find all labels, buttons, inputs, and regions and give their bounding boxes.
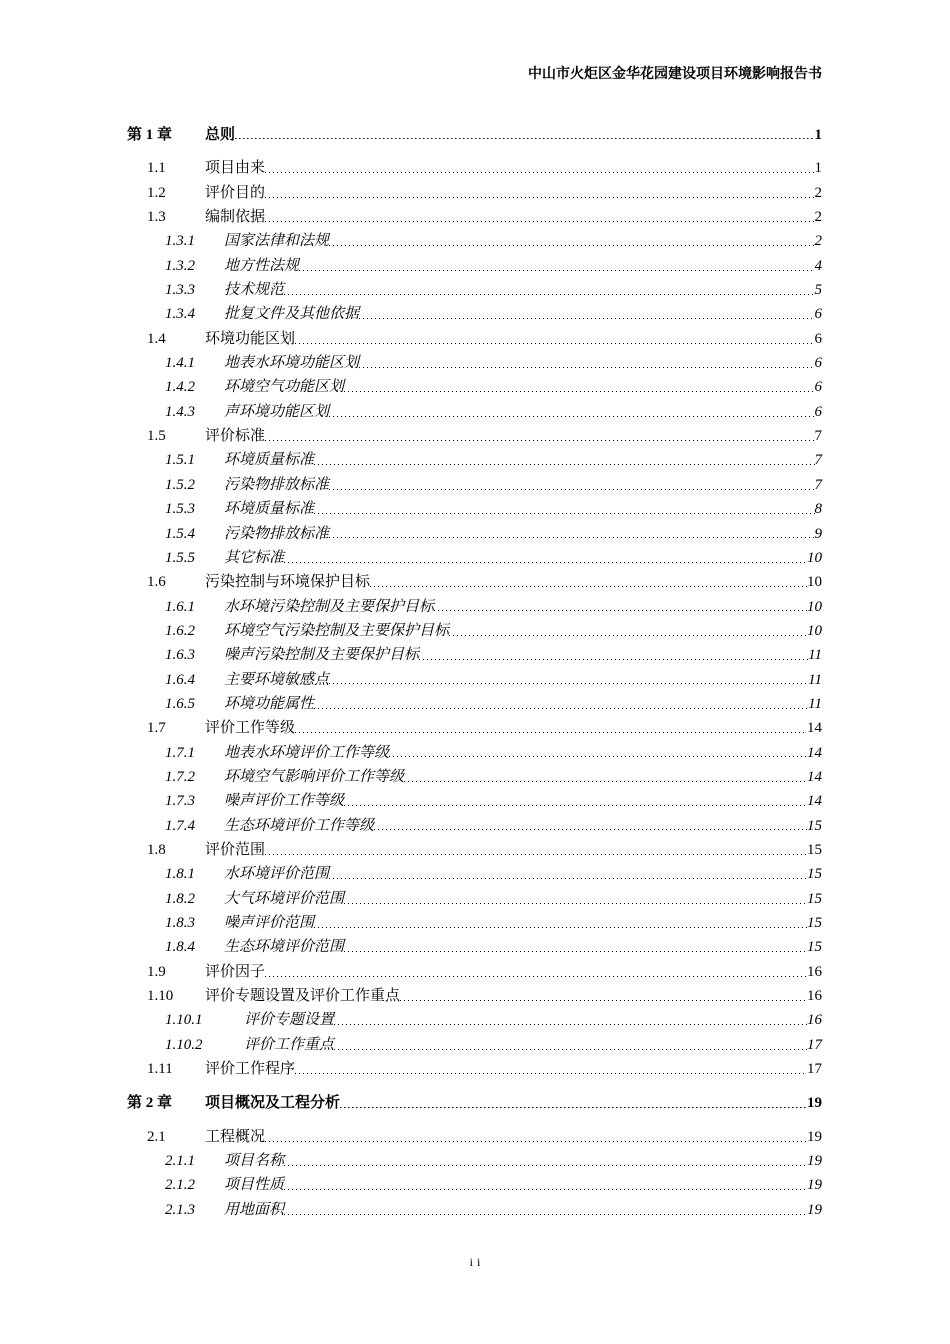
toc-entry-number: 1.5.4 — [165, 525, 195, 542]
toc-section-entry — [0, 424, 822, 448]
toc-entry-title: 噪声污染控制及主要保护目标 — [224, 647, 420, 664]
toc-entry-number: 1.2 — [147, 184, 166, 201]
toc-dot-leader — [284, 562, 807, 563]
toc-entry-page: 11 — [808, 647, 822, 664]
toc-entry-page: 2 — [814, 209, 822, 226]
toc-dot-leader — [314, 513, 814, 514]
toc-entry-title: 其它标准 — [224, 549, 285, 566]
toc-entry-page: 16 — [807, 1012, 822, 1029]
toc-entry-page: 17 — [807, 1061, 822, 1078]
toc-entry-page: 17 — [807, 1036, 822, 1053]
toc-dot-leader — [340, 1107, 807, 1109]
toc-entry-page: 10 — [807, 549, 822, 566]
toc-entry-title: 噪声评价范围 — [224, 915, 315, 931]
toc-subsection-entry — [0, 546, 822, 570]
toc-entry-number: 1.5 — [147, 428, 166, 445]
toc-dot-leader — [344, 805, 807, 806]
toc-subsection-entry — [0, 278, 822, 302]
toc-entry-number: 1.7.4 — [165, 817, 195, 834]
toc-subsection-entry — [0, 911, 822, 935]
toc-dot-leader — [265, 197, 814, 198]
toc-entry-title: 评价范围 — [205, 841, 266, 858]
toc-entry-number: 2.1.3 — [165, 1201, 195, 1218]
toc-section-entry — [0, 1057, 822, 1081]
toc-entry-number: 1.10.1 — [165, 1012, 203, 1029]
toc-dot-leader — [449, 635, 807, 636]
toc-entry-page: 19 — [807, 1095, 822, 1112]
toc-dot-leader — [374, 829, 807, 830]
toc-entry-page: 15 — [807, 890, 822, 907]
toc-dot-leader — [329, 489, 814, 490]
toc-subsection-entry — [0, 1173, 822, 1197]
toc-entry-page: 15 — [807, 939, 822, 956]
toc-entry-page: 6 — [814, 355, 822, 372]
toc-entry-page: 15 — [807, 915, 822, 931]
toc-entry-page: 5 — [814, 282, 822, 299]
toc-entry-number: 1.4.3 — [165, 403, 195, 420]
toc-subsection-entry — [0, 473, 822, 497]
toc-entry-number: 1.4.2 — [165, 379, 195, 396]
toc-entry-title: 污染物排放标准 — [224, 525, 330, 542]
toc-dot-leader — [295, 732, 807, 733]
toc-subsection-entry — [0, 668, 822, 692]
toc-entry-number: 第 1 章 — [127, 127, 173, 143]
toc-entry-number: 1.4 — [147, 330, 166, 347]
toc-entry-page: 1 — [814, 127, 822, 143]
toc-subsection-entry — [0, 935, 822, 959]
toc-entry-page: 4 — [814, 257, 822, 274]
toc-entry-title: 噪声评价工作等级 — [224, 793, 345, 810]
toc-entry-title: 评价目的 — [205, 184, 266, 201]
toc-entry-title: 评价工作程序 — [205, 1061, 296, 1078]
toc-entry-page: 8 — [814, 501, 822, 518]
toc-section-entry — [0, 838, 822, 862]
toc-entry-title: 主要环境敏感点 — [224, 671, 330, 688]
toc-dot-leader — [235, 138, 814, 140]
toc-entry-number: 1.6.1 — [165, 598, 195, 615]
toc-entry-title: 地表水环境功能区划 — [224, 355, 360, 372]
toc-entry-number: 1.8.2 — [165, 890, 195, 907]
toc-entry-page: 15 — [807, 817, 822, 834]
toc-entry-number: 1.5.5 — [165, 549, 195, 566]
toc-chapter-entry — [0, 123, 822, 147]
toc-section-entry — [0, 156, 822, 180]
toc-entry-page: 10 — [807, 574, 822, 591]
toc-section-entry — [0, 1125, 822, 1149]
toc-subsection-entry — [0, 375, 822, 399]
toc-subsection-entry — [0, 497, 822, 521]
toc-entry-page: 11 — [808, 695, 822, 712]
toc-entry-title: 总则 — [205, 127, 236, 143]
toc-section-entry — [0, 716, 822, 740]
toc-entry-number: 第 2 章 — [127, 1095, 173, 1112]
toc-entry-page: 19 — [807, 1201, 822, 1218]
toc-entry-title: 项目概况及工程分析 — [205, 1095, 341, 1112]
toc-section-entry — [0, 181, 822, 205]
toc-entry-number: 1.10 — [147, 988, 174, 1005]
toc-entry-title: 环境空气污染控制及主要保护目标 — [224, 622, 450, 639]
toc-entry-title: 项目性质 — [224, 1177, 285, 1194]
toc-entry-number: 1.8.3 — [165, 915, 195, 931]
toc-dot-leader — [295, 343, 814, 344]
toc-entry-title: 评价工作等级 — [205, 720, 296, 737]
toc-entry-title: 污染控制与环境保护目标 — [205, 574, 371, 591]
toc-entry-number: 1.6 — [147, 574, 166, 591]
toc-subsection-entry — [0, 1149, 822, 1173]
toc-dot-leader — [434, 610, 807, 611]
toc-subsection-entry — [0, 302, 822, 326]
toc-dot-leader — [265, 440, 814, 441]
toc-entry-page: 6 — [814, 379, 822, 396]
toc-entry-page: 10 — [807, 598, 822, 615]
toc-dot-leader — [344, 951, 807, 952]
toc-section-entry — [0, 327, 822, 351]
toc-entry-number: 1.7.2 — [165, 768, 195, 785]
toc-entry-number: 1.8.4 — [165, 939, 195, 956]
toc-entry-title: 批复文件及其他依据 — [224, 306, 360, 323]
toc-entry-title: 生态环境评价范围 — [224, 939, 345, 956]
toc-entry-page: 15 — [807, 841, 822, 858]
toc-entry-title: 环境空气功能区划 — [224, 379, 345, 396]
toc-subsection-entry — [0, 862, 822, 886]
toc-dot-leader — [370, 586, 807, 587]
toc-entry-number: 1.9 — [147, 963, 166, 980]
toc-entry-title: 评价因子 — [205, 963, 266, 980]
toc-entry-page: 14 — [807, 720, 822, 737]
toc-entry-number: 1.8.1 — [165, 866, 195, 883]
toc-dot-leader — [314, 927, 807, 928]
toc-entry-title: 大气环境评价范围 — [224, 890, 345, 907]
toc-entry-page: 6 — [814, 330, 822, 347]
toc-entry-title: 环境功能区划 — [205, 330, 296, 347]
toc-entry-number: 1.3.2 — [165, 257, 195, 274]
toc-entry-number: 2.1 — [147, 1128, 166, 1145]
toc-dot-leader — [329, 245, 814, 246]
toc-entry-page: 14 — [807, 768, 822, 785]
toc-entry-number: 1.6.5 — [165, 695, 195, 712]
toc-entry-number: 1.3.4 — [165, 306, 195, 323]
toc-subsection-entry — [0, 1033, 822, 1057]
toc-subsection-entry — [0, 595, 822, 619]
toc-subsection-entry — [0, 229, 822, 253]
toc-entry-number: 1.7 — [147, 720, 166, 737]
toc-dot-leader — [334, 1049, 807, 1050]
toc-section-entry — [0, 984, 822, 1008]
toc-entry-page: 7 — [814, 452, 822, 469]
toc-entry-page: 19 — [807, 1128, 822, 1145]
toc-dot-leader — [265, 221, 814, 222]
toc-entry-title: 水环境评价范围 — [224, 866, 330, 883]
toc-dot-leader — [314, 708, 808, 709]
toc-dot-leader — [329, 416, 814, 417]
toc-subsection-entry — [0, 400, 822, 424]
toc-entry-number: 1.3 — [147, 209, 166, 226]
toc-section-entry — [0, 570, 822, 594]
toc-subsection-entry — [0, 741, 822, 765]
toc-subsection-entry — [0, 887, 822, 911]
toc-entry-title: 环境质量标准 — [224, 501, 315, 518]
toc-entry-page: 15 — [807, 866, 822, 883]
toc-subsection-entry — [0, 1008, 822, 1032]
toc-entry-title: 项目由来 — [205, 160, 266, 177]
toc-entry-title: 评价专题设置 — [244, 1012, 335, 1029]
toc-entry-title: 评价标准 — [205, 428, 266, 445]
toc-subsection-entry — [0, 692, 822, 716]
toc-subsection-entry — [0, 254, 822, 278]
toc-entry-page: 9 — [814, 525, 822, 542]
toc-entry-page: 14 — [807, 744, 822, 761]
toc-entry-title: 环境空气影响评价工作等级 — [224, 768, 405, 785]
toc-entry-page: 16 — [807, 963, 822, 980]
toc-entry-page: 1 — [814, 160, 822, 177]
toc-entry-number: 1.4.1 — [165, 355, 195, 372]
toc-entry-page: 14 — [807, 793, 822, 810]
toc-dot-leader — [265, 1141, 807, 1142]
toc-dot-leader — [265, 172, 814, 173]
toc-entry-number: 1.3.1 — [165, 233, 195, 250]
toc-subsection-entry — [0, 522, 822, 546]
toc-entry-number: 1.7.3 — [165, 793, 195, 810]
toc-subsection-entry — [0, 814, 822, 838]
toc-dot-leader — [284, 1165, 807, 1166]
toc-section-entry — [0, 960, 822, 984]
toc-chapter-entry — [0, 1091, 822, 1115]
toc-dot-leader — [359, 318, 814, 319]
toc-entry-title: 污染物排放标准 — [224, 476, 330, 493]
running-header-title: 中山市火炬区金华花园建设项目环境影响报告书 — [528, 67, 822, 82]
toc-dot-leader — [265, 854, 807, 855]
toc-entry-number: 1.5.2 — [165, 476, 195, 493]
toc-entry-number: 1.8 — [147, 841, 166, 858]
toc-dot-leader — [329, 683, 808, 684]
toc-entry-title: 环境功能属性 — [224, 695, 315, 712]
toc-dot-leader — [299, 270, 814, 271]
toc-entry-title: 声环境功能区划 — [224, 403, 330, 420]
toc-entry-title: 工程概况 — [205, 1128, 266, 1145]
toc-entry-title: 地方性法规 — [224, 257, 300, 274]
toc-entry-number: 2.1.2 — [165, 1177, 195, 1194]
toc-dot-leader — [314, 464, 814, 465]
toc-entry-page: 19 — [807, 1177, 822, 1194]
toc-dot-leader — [284, 1189, 807, 1190]
toc-entry-number: 1.5.1 — [165, 452, 195, 469]
toc-entry-title: 评价专题设置及评价工作重点 — [205, 988, 401, 1005]
toc-entry-page: 2 — [814, 233, 822, 250]
page-number: ii — [469, 1255, 485, 1269]
toc-dot-leader — [344, 391, 814, 392]
toc-entry-page: 16 — [807, 988, 822, 1005]
toc-entry-title: 生态环境评价工作等级 — [224, 817, 375, 834]
toc-subsection-entry — [0, 643, 822, 667]
toc-dot-leader — [344, 903, 807, 904]
table-of-contents — [0, 113, 822, 1222]
toc-entry-number: 1.6.2 — [165, 622, 195, 639]
toc-dot-leader — [419, 659, 808, 660]
toc-entry-page: 10 — [807, 622, 822, 639]
toc-subsection-entry — [0, 351, 822, 375]
toc-dot-leader — [295, 1073, 807, 1074]
toc-subsection-entry — [0, 619, 822, 643]
toc-subsection-entry — [0, 789, 822, 813]
toc-entry-title: 地表水环境评价工作等级 — [224, 744, 390, 761]
toc-subsection-entry — [0, 765, 822, 789]
toc-entry-title: 评价工作重点 — [244, 1036, 335, 1053]
toc-entry-title: 国家法律和法规 — [224, 233, 330, 250]
toc-entry-page: 6 — [814, 403, 822, 420]
toc-dot-leader — [329, 878, 807, 879]
toc-entry-title: 技术规范 — [224, 282, 285, 299]
toc-dot-leader — [284, 294, 814, 295]
toc-entry-number: 1.7.1 — [165, 744, 195, 761]
toc-entry-number: 1.1 — [147, 160, 166, 177]
toc-entry-title: 项目名称 — [224, 1153, 285, 1170]
toc-entry-title: 编制依据 — [205, 209, 266, 226]
toc-entry-number: 1.3.3 — [165, 282, 195, 299]
toc-dot-leader — [265, 976, 807, 977]
toc-entry-title: 环境质量标准 — [224, 452, 315, 469]
toc-entry-page: 19 — [807, 1153, 822, 1170]
toc-entry-number: 1.10.2 — [165, 1036, 203, 1053]
toc-dot-leader — [334, 1024, 807, 1025]
toc-entry-page: 6 — [814, 306, 822, 323]
toc-entry-number: 1.5.3 — [165, 501, 195, 518]
toc-dot-leader — [284, 1214, 807, 1215]
toc-dot-leader — [400, 1000, 807, 1001]
toc-dot-leader — [329, 537, 814, 538]
toc-dot-leader — [359, 367, 814, 368]
toc-dot-leader — [404, 781, 807, 782]
toc-entry-page: 2 — [814, 184, 822, 201]
toc-subsection-entry — [0, 448, 822, 472]
toc-entry-number: 2.1.1 — [165, 1153, 195, 1170]
toc-entry-title: 水环境污染控制及主要保护目标 — [224, 598, 435, 615]
toc-section-entry — [0, 205, 822, 229]
toc-entry-number: 1.11 — [147, 1061, 173, 1078]
toc-entry-page: 7 — [814, 476, 822, 493]
toc-subsection-entry — [0, 1198, 822, 1222]
toc-dot-leader — [389, 756, 807, 757]
toc-entry-number: 1.6.4 — [165, 671, 195, 688]
toc-entry-page: 11 — [808, 671, 822, 688]
toc-entry-number: 1.6.3 — [165, 647, 195, 664]
toc-entry-page: 7 — [814, 428, 822, 445]
toc-entry-title: 用地面积 — [224, 1201, 285, 1218]
